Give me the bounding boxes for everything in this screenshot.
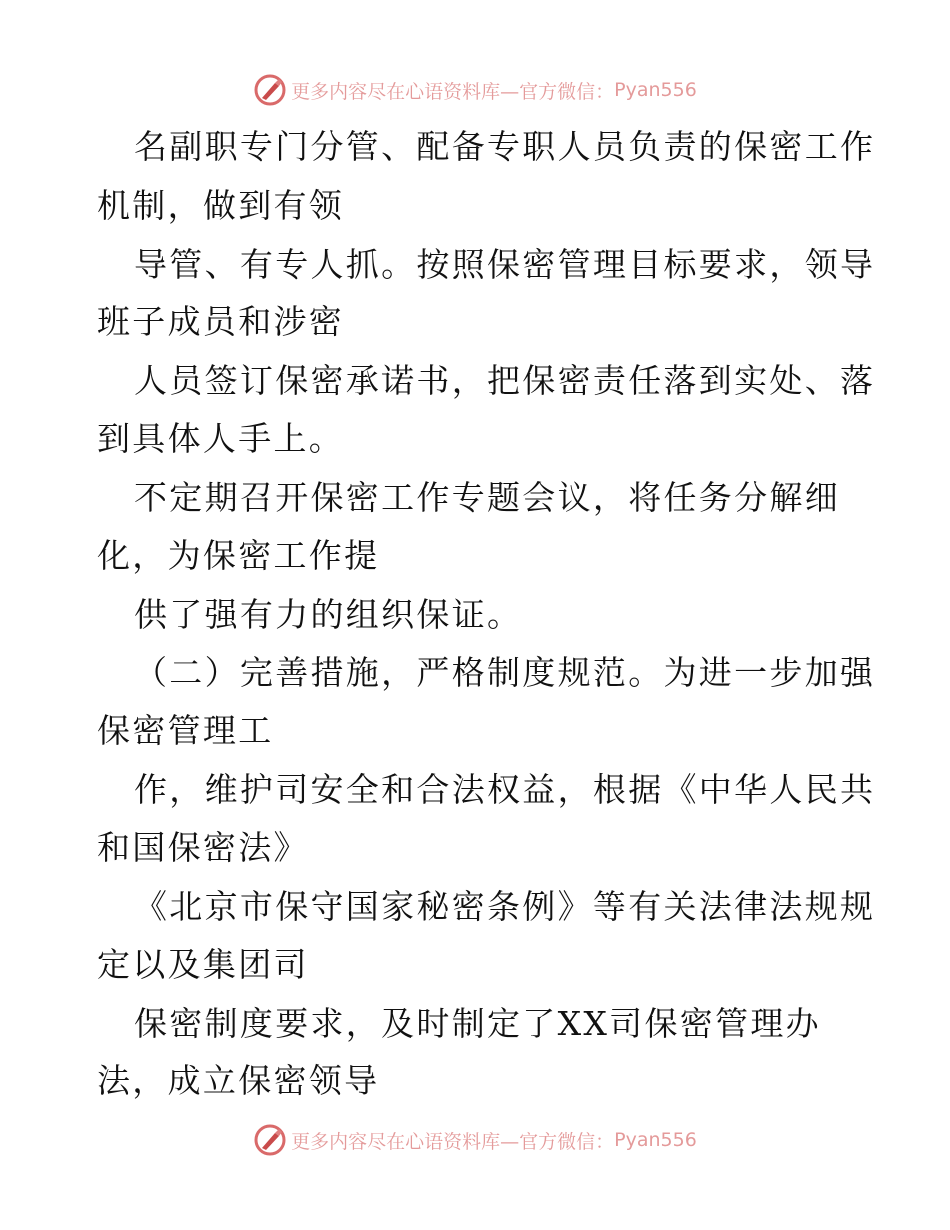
paragraph-line: 保密管理工 bbox=[97, 711, 274, 750]
paragraph-line: 和国保密法》 bbox=[97, 828, 309, 867]
watermark-text: 更多内容尽在心语资料库—官方微信： bbox=[291, 1130, 615, 1153]
paragraph-line: 法，成立保密领导 bbox=[97, 1061, 380, 1100]
paragraph-line: 定以及集团司 bbox=[97, 945, 309, 984]
watermark-text: 更多内容尽在心语资料库—官方微信： bbox=[291, 80, 615, 103]
paragraph-line: 供了强有力的组织保证。 bbox=[134, 595, 523, 634]
paragraph-line: 作，维护司安全和合法权益，根据《中华人民共 bbox=[134, 770, 876, 809]
pen-circle-logo-icon bbox=[253, 1123, 287, 1157]
paragraph-line: 名副职专门分管、配备专职人员负责的保密工作 bbox=[134, 127, 876, 166]
paragraph-line: 不定期召开保密工作专题会议，将任务分解细 bbox=[134, 478, 840, 517]
paragraph-line: 《北京市保守国家秘密条例》等有关法律法规规 bbox=[134, 887, 876, 926]
paragraph-line: 到具体人手上。 bbox=[97, 419, 345, 458]
paragraph-line: 化，为保密工作提 bbox=[97, 536, 380, 575]
paragraph-line: 班子成员和涉密 bbox=[97, 302, 345, 341]
paragraph-line: 保密制度要求，及时制定了XX司保密管理办 bbox=[134, 1004, 821, 1043]
paragraph-line: （二）完善措施，严格制度规范。为进一步加强 bbox=[134, 653, 876, 692]
watermark-wechat-id: Pyan556 bbox=[614, 1129, 697, 1151]
paragraph-line: 导管、有专人抓。按照保密管理目标要求，领导 bbox=[134, 245, 876, 284]
paragraph-line: 机制，做到有领 bbox=[97, 186, 345, 225]
watermark-wechat-id: Pyan556 bbox=[614, 79, 697, 101]
footer-watermark bbox=[0, 1120, 950, 1160]
paragraph-line: 人员签订保密承诺书，把保密责任落到实处、落 bbox=[134, 361, 876, 400]
